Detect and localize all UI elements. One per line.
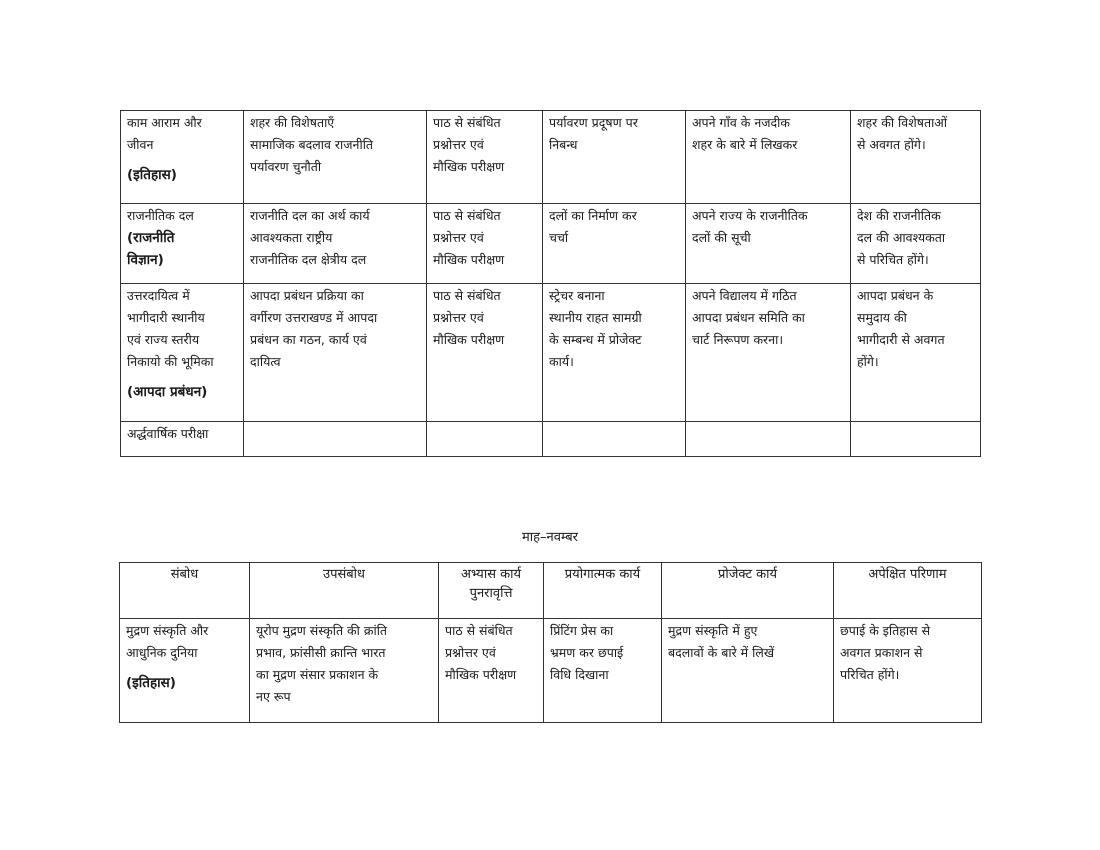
project-cell: मुद्रण संस्कृति में हुए बदलावों के बारे में लिखें <box>662 619 834 723</box>
column-header: प्रयोगात्मक कार्य <box>544 563 662 619</box>
column-header: उपसंबोध <box>250 563 439 619</box>
experimental-cell: स्ट्रेचर बनाना स्थानीय राहत सामग्री के सम्बन्ध में प्रोजेक्ट कार्य। <box>543 284 686 422</box>
subject-label: विज्ञान) <box>127 252 164 268</box>
concept-cell: मुद्रण संस्कृति और आधुनिक दुनिया (इतिहास) <box>120 619 250 723</box>
empty-cell <box>244 422 427 457</box>
table-row <box>121 204 981 284</box>
project-cell: अपने राज्य के राजनीतिक दलों की सूची <box>686 204 851 284</box>
table-row <box>121 422 981 457</box>
subconcept-cell: शहर की विशेषताएँ सामाजिक बदलाव राजनीति पर्यावरण चुनौती <box>244 111 427 204</box>
concept-cell: राजनीतिक दल (राजनीति विज्ञान) <box>121 204 244 284</box>
empty-cell <box>851 422 981 457</box>
empty-cell <box>543 422 686 457</box>
column-header: अपेक्षित परिणाम <box>834 563 982 619</box>
syllabus-table-2 <box>119 562 982 723</box>
subject-label: (इतिहास) <box>126 675 176 691</box>
syllabus-table-1 <box>120 110 981 457</box>
subconcept-cell: यूरोप मुद्रण संस्कृति की क्रांति प्रभाव, फ्रांसीसी क्रान्ति भारत का मुद्रण संसार प्रकाशन के नए रूप <box>250 619 439 723</box>
empty-cell <box>427 422 543 457</box>
table-row <box>121 284 981 422</box>
empty-cell <box>686 422 851 457</box>
column-header: प्रोजेक्ट कार्य <box>662 563 834 619</box>
month-heading: माह–नवम्बर <box>522 530 578 545</box>
concept-cell: अर्द्धवार्षिक परीक्षा <box>121 422 244 457</box>
project-cell: अपने विद्यालय में गठित आपदा प्रबंधन समिति का चार्ट निरूपण करना। <box>686 284 851 422</box>
outcome-cell: शहर की विशेषताओं से अवगत होंगे। <box>851 111 981 204</box>
outcome-cell: आपदा प्रबंधन के समुदाय की भागीदारी से अवगत होंगे। <box>851 284 981 422</box>
concept-cell: उत्तरदायित्व में भागीदारी स्थानीय एवं राज्य स्तरीय निकायो की भूमिका (आपदा प्रबंधन) <box>121 284 244 422</box>
subject-label: (इतिहास) <box>127 167 177 183</box>
column-header: अभ्यास कार्य पुनरावृत्ति <box>439 563 544 619</box>
column-header: संबोध <box>120 563 250 619</box>
subconcept-cell: राजनीति दल का अर्थ कार्य आवश्यकता राष्ट्रीय राजनीतिक दल क्षेत्रीय दल <box>244 204 427 284</box>
practice-cell: पाठ से संबंधित प्रश्नोत्तर एवं मौखिक परीक्षण <box>427 111 543 204</box>
header-row <box>120 563 982 619</box>
project-cell: अपने गाँव के नजदीक शहर के बारे में लिखकर <box>686 111 851 204</box>
practice-cell: पाठ से संबंधित प्रश्नोत्तर एवं मौखिक परीक्षण <box>427 204 543 284</box>
experimental-cell: दलों का निर्माण कर चर्चा <box>543 204 686 284</box>
subject-label: (आपदा प्रबंधन) <box>127 384 208 400</box>
concept-cell: काम आराम और जीवन (इतिहास) <box>121 111 244 204</box>
experimental-cell: पर्यावरण प्रदूषण पर निबन्ध <box>543 111 686 204</box>
outcome-cell: छपाई के इतिहास से अवगत प्रकाशन से परिचित होंगे। <box>834 619 982 723</box>
experimental-cell: प्रिंटिंग प्रेस का भ्रमण कर छपाई विधि दिखाना <box>544 619 662 723</box>
outcome-cell: देश की राजनीतिक दल की आवश्यकता से परिचित होंगे। <box>851 204 981 284</box>
practice-cell: पाठ से संबंधित प्रश्नोत्तर एवं मौखिक परीक्षण <box>427 284 543 422</box>
table-row <box>120 619 982 723</box>
subconcept-cell: आपदा प्रबंधन प्रक्रिया का वर्गीरण उत्तराखण्ड में आपदा प्रबंधन का गठन, कार्य एवं दायित्व <box>244 284 427 422</box>
subject-label: (राजनीति <box>127 230 175 246</box>
table-row <box>121 111 981 204</box>
practice-cell: पाठ से संबंधित प्रश्नोत्तर एवं मौखिक परीक्षण <box>439 619 544 723</box>
